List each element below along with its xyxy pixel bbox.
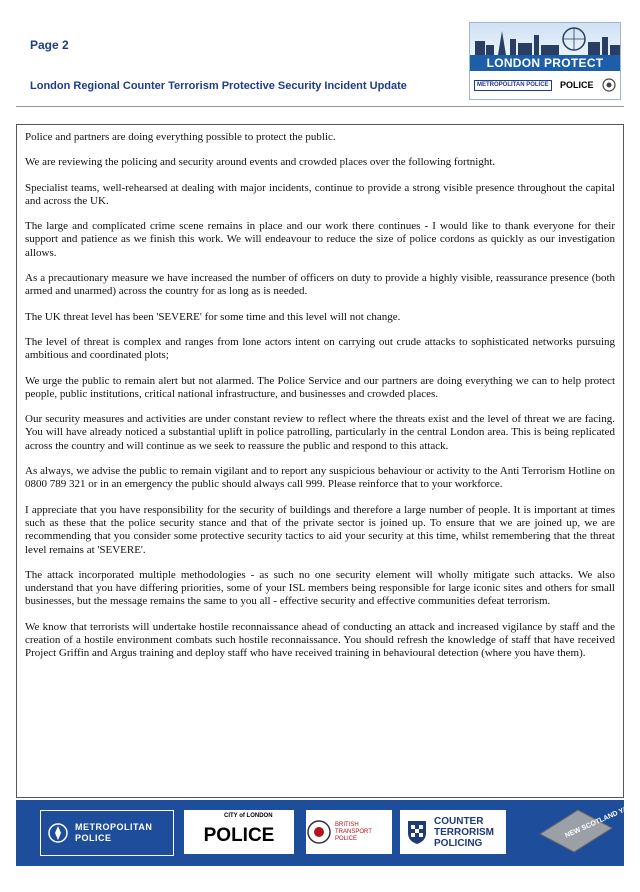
col-police-label: POLICE xyxy=(203,825,275,846)
london-protect-logo xyxy=(469,22,621,100)
met-police-logo xyxy=(40,810,174,856)
ctp-logo xyxy=(400,810,506,854)
skyline-graphic xyxy=(470,23,620,55)
scotland-yard-sign xyxy=(526,801,639,862)
bulletin-content xyxy=(16,124,624,798)
partner-logos xyxy=(474,76,616,94)
ctp-label: COUNTER TERRORISM POLICING xyxy=(434,815,494,849)
page-number: Page 2 xyxy=(30,38,69,52)
col-small-label: CITY of LONDON xyxy=(224,813,273,819)
paragraph: The attack incorporated multiple methodologies - as such no one security element will wholly mitigate such attacks. We also understand that you have differing priorities, some of your ISL members being responsible for large iconic sites and others for small businesses, but the message remains the same to you all - effective security and effective communities defeat terrorism. xyxy=(25,568,615,608)
page-header xyxy=(30,38,69,52)
ctp-badge-icon xyxy=(406,819,428,845)
paragraph: I appreciate that you have responsibility for the security of buildings and therefore a large number of people. It is important at times such as these that the police security stance and that of the private sector is joined up. To ensure that we are joined up, we are recommending that you consider some protective security tactics to aid your security at this time, whilst remembering that the threat level remains at 'SEVERE'. xyxy=(25,503,615,556)
paragraph: Police and partners are doing everything possible to protect the public. xyxy=(25,131,336,143)
met-mini-logo: METROPOLITAN POLICE xyxy=(474,80,552,91)
paragraph: Specialist teams, well-rehearsed at dealing with major incidents, continue to provide a strong visible presence throughout the capital and across the UK. xyxy=(25,181,615,207)
paragraph: As always, we advise the public to remain vigilant and to report any suspicious behaviour or activity to the Anti Terrorism Hotline on 0800 789 321 or in an emergency the public should always call 999. Please reinforce that to your workforce. xyxy=(25,465,615,491)
paragraph: The large and complicated crime scene remains in place and our work there continues - I would like to thank everyone for their support and patience as we finish this work. We will endeavour to reduce the size of police cordons as quickly as our investigation allows. xyxy=(25,220,615,259)
btp-mini-icon xyxy=(602,78,616,92)
met-police-label: METROPOLITAN POLICE xyxy=(75,822,153,843)
scotland-yard-label: NEW SCOTLAND YARD xyxy=(564,801,639,840)
paragraph: We know that terrorists will undertake hostile reconnaissance ahead of conducting an attack and increased vigilance by staff and the creation of a hostile environment combats such hostile reconnaissance. You should refresh the knowledge of staff that have received Project Griffin and Argus training and deploy staff who have received training in behavioural detection (where you have them). xyxy=(25,620,615,660)
btp-badge-icon xyxy=(306,819,332,845)
paragraph: We urge the public to remain alert but not alarmed. The Police Service and our partners are doing everything we can to help protect people, public institutions, critical national infrastructure, and businesses and crowded places. xyxy=(25,374,615,400)
paragraph: We are reviewing the policing and security around events and crowded places over the following fortnight. xyxy=(25,156,496,169)
paragraph: Our security measures and activities are under constant review to reflect where the threats exist and the level of threat we are facing. You will have already noticed a substantial uplift in police patrolling, particularly in the central London area. This is being replicated across the country and will continue as we seek to reassure the public and respond to this attack. xyxy=(25,413,615,452)
london-protect-wordmark: LONDON PROTECT xyxy=(470,55,620,71)
city-of-london-police-logo xyxy=(184,810,294,854)
paragraph: The UK threat level has been 'SEVERE' for some time and this level will not change. xyxy=(25,310,401,323)
crest-icon xyxy=(47,822,69,844)
col-mini-logo: POLICE xyxy=(560,80,594,90)
paragraph: As a precautionary measure we have increased the number of officers on duty to provide a highly visible, reassurance presence (both armed and unarmed) across the country for as long as is needed. xyxy=(25,272,615,298)
btp-logo xyxy=(306,810,392,854)
btp-label: BRITISH TRANSPORT POLICE xyxy=(335,821,372,842)
footer-logo-band xyxy=(16,800,639,866)
header-divider xyxy=(16,106,624,107)
document-title: London Regional Counter Terrorism Protective Security Incident Update xyxy=(30,80,407,92)
paragraph: The level of threat is complex and ranges from lone actors intent on carrying out crude attacks to sophisticated networks pursuing ambitious and coordinated plots; xyxy=(25,335,615,362)
